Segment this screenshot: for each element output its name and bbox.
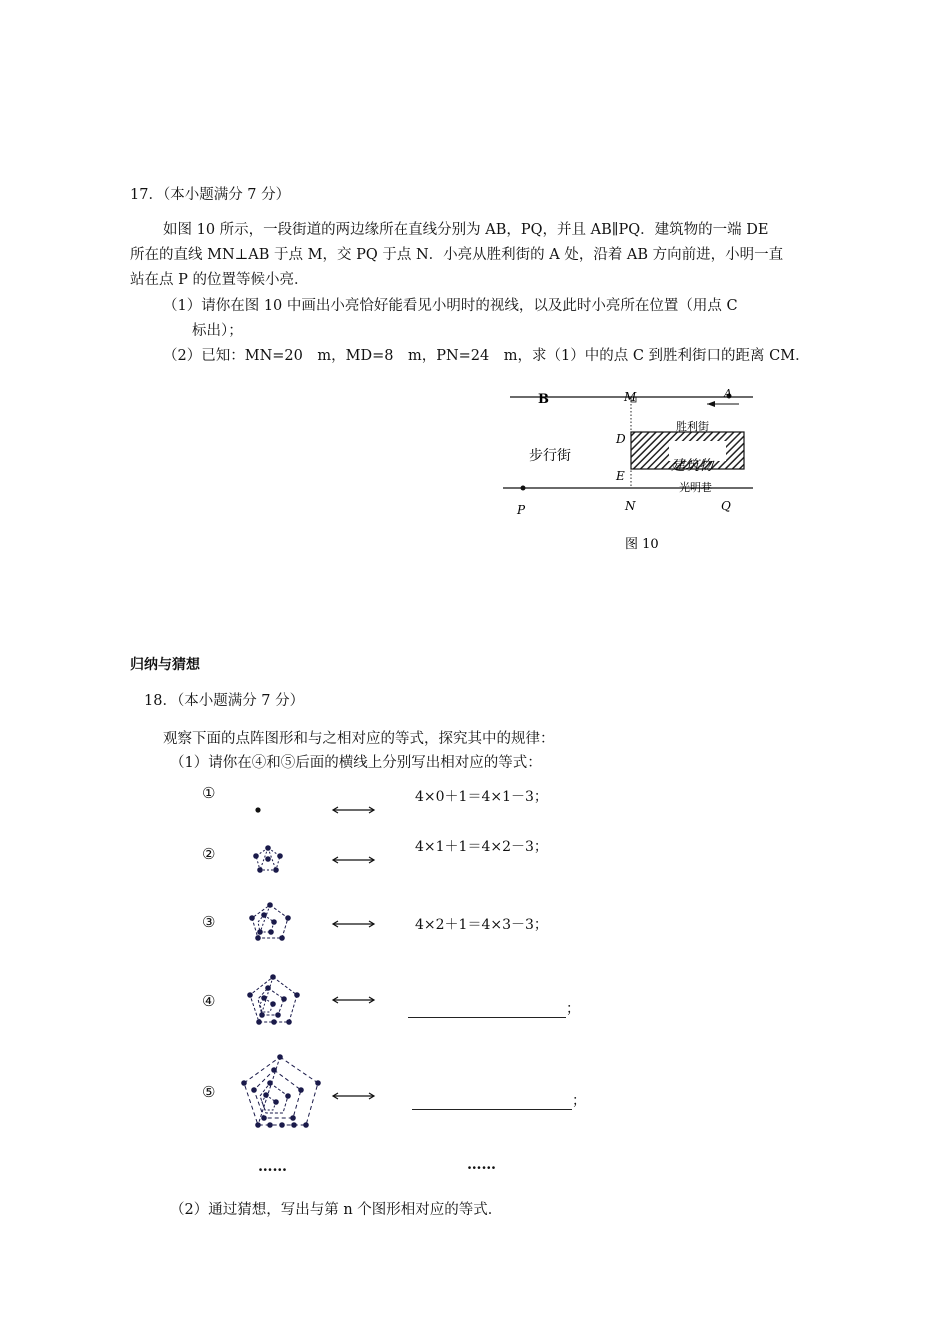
answer-line-4[interactable]	[408, 998, 580, 1018]
label-lane: 光明巷	[679, 481, 712, 494]
dot-figure-4	[248, 975, 300, 1025]
answer-blank-4[interactable]	[408, 1003, 566, 1018]
label-n: N	[625, 499, 636, 513]
item-number-4: ④	[202, 992, 216, 1010]
label-b: B	[538, 392, 549, 407]
section-title: 归纳与猜想	[130, 657, 200, 673]
label-p: P	[517, 503, 526, 517]
q17-paragraph-line2: 所在的直线 MN⊥AB 于点 M，交 PQ 于点 N．小亮从胜利街的 A 处，沿着 AB 方向前进，小明一直	[130, 247, 784, 263]
answer-blank-5[interactable]	[412, 1095, 572, 1110]
label-d: D	[616, 432, 626, 446]
q17-paragraph-line1: 如图 10 所示，一段街道的两边缘所在直线分别为 AB，PQ，并且 AB∥PQ．建筑物的一端 DE	[163, 222, 769, 238]
label-victory-street: 胜利街	[676, 420, 709, 433]
q18-sub1: （1）请你在④和⑤后面的横线上分别写出相对应的等式：	[170, 755, 542, 771]
answer-line-5[interactable]	[412, 1090, 586, 1110]
dot-figure-5	[242, 1055, 321, 1128]
q17-sub1-line1: （1）请你在图 10 中画出小亮恰好能看见小明时的视线，以及此时小亮所在位置（用点 C	[163, 298, 738, 314]
ellipsis-figures: ……	[258, 1158, 287, 1175]
answer-tail-5: ；	[572, 1093, 586, 1109]
item-number-3: ③	[202, 913, 216, 931]
label-a: A	[724, 387, 732, 400]
double-arrows	[330, 800, 378, 1120]
label-e: E	[616, 469, 625, 483]
label-walk-street: 步行街	[529, 448, 571, 464]
equation-1: 4×0＋1＝4×1－3；	[415, 789, 548, 805]
q18-header: 18．（本小题满分 7 分）	[144, 693, 305, 709]
point-p	[521, 486, 526, 491]
dot-figure-2	[254, 846, 283, 873]
arrow-head-icon	[707, 401, 715, 407]
item-number-1: ①	[202, 784, 216, 802]
dot-figure-3	[250, 903, 291, 941]
ellipsis-equations: ……	[467, 1156, 496, 1173]
answer-tail-4: ；	[566, 1001, 580, 1017]
figure-caption: 图 10	[625, 537, 659, 552]
q18-intro: 观察下面的点阵图形和与之相对应的等式，探究其中的规律：	[163, 731, 555, 747]
q17-sub2: （2）已知：MN=20 m，MD=8 m，PN=24 m，求（1）中的点 C 到胜利街口的距离 CM．	[163, 348, 810, 364]
label-m: M	[624, 390, 637, 404]
q17-header: 17．（本小题满分 7 分）	[130, 187, 291, 203]
equation-3: 4×2＋1＝4×3－3；	[415, 917, 548, 933]
label-q: Q	[721, 499, 731, 513]
label-building: 建筑物	[671, 458, 713, 474]
dot-figure-1	[255, 807, 260, 812]
equation-2: 4×1＋1＝4×2－3；	[415, 839, 548, 855]
item-number-5: ⑤	[202, 1083, 216, 1101]
q17-paragraph-line3: 站在点 P 的位置等候小亮．	[130, 272, 309, 288]
q17-sub1-line2: 标出）；	[192, 323, 243, 339]
dot-pattern-figures	[238, 800, 328, 1130]
q18-sub2: （2）通过猜想，写出与第 n 个图形相对应的等式．	[170, 1202, 503, 1218]
figure-10	[495, 380, 770, 565]
item-number-2: ②	[202, 845, 216, 863]
